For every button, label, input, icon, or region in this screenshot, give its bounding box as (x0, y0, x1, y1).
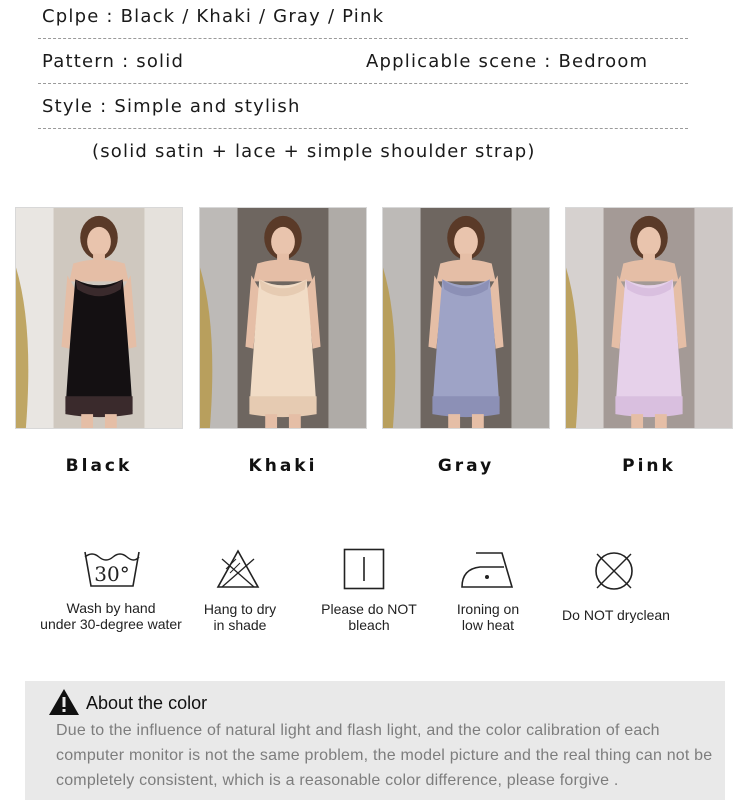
care-text-dry (185, 601, 295, 633)
care-text-line: Hang to dry (203, 601, 277, 617)
iron-low-heat-icon (460, 549, 516, 589)
divider (38, 38, 688, 39)
care-text-line: Do NOT dryclean (562, 607, 670, 623)
wash-30-icon (82, 548, 142, 590)
care-text-line: low heat (461, 617, 515, 633)
svg-text:30°: 30° (94, 562, 130, 586)
photo-pink (565, 207, 733, 429)
notice-body: Due to the influence of natural light and flash light, and the color calibration of each computer monitor is not the same problem, the model picture and the real thing can not be completely consistent, which is a reasonable color difference, please forgive . (56, 722, 713, 789)
notice-title: About the color (86, 693, 208, 713)
spec-note: (solid satin + lace + simple shoulder strap) (92, 141, 536, 162)
dry-in-shade-icon (216, 549, 260, 589)
color-label-black: Black (65, 456, 133, 476)
photo-gray (382, 207, 550, 429)
spec-scene: Applicable scene : Bedroom (366, 51, 649, 72)
care-text-line: Wash by hand (66, 600, 156, 616)
spec-style: Style : Simple and stylish (42, 96, 301, 117)
divider (38, 83, 688, 84)
care-text-line: bleach (348, 617, 390, 633)
care-text-wash (30, 600, 192, 632)
care-text-bleach (304, 601, 434, 633)
do-not-dryclean-icon (593, 550, 635, 592)
care-text-iron (433, 601, 543, 633)
do-not-bleach-icon (343, 548, 385, 590)
color-label-gray: Gray (437, 456, 495, 476)
care-text-line: in shade (213, 617, 267, 633)
divider (38, 128, 688, 129)
care-text-line: Please do NOT (321, 601, 417, 617)
care-text-dryclean (550, 607, 682, 623)
care-text-line: under 30-degree water (40, 616, 182, 632)
color-label-khaki: Khaki (248, 456, 318, 476)
color-label-pink: Pink (622, 456, 676, 476)
warning-icon (48, 688, 80, 716)
photo-khaki (199, 207, 367, 429)
photo-black (15, 207, 183, 429)
care-text-line: Ironing on (456, 601, 520, 617)
spec-color: Cplpe : Black / Khaki / Gray / Pink (42, 6, 385, 27)
spec-pattern: Pattern : solid (42, 51, 185, 72)
